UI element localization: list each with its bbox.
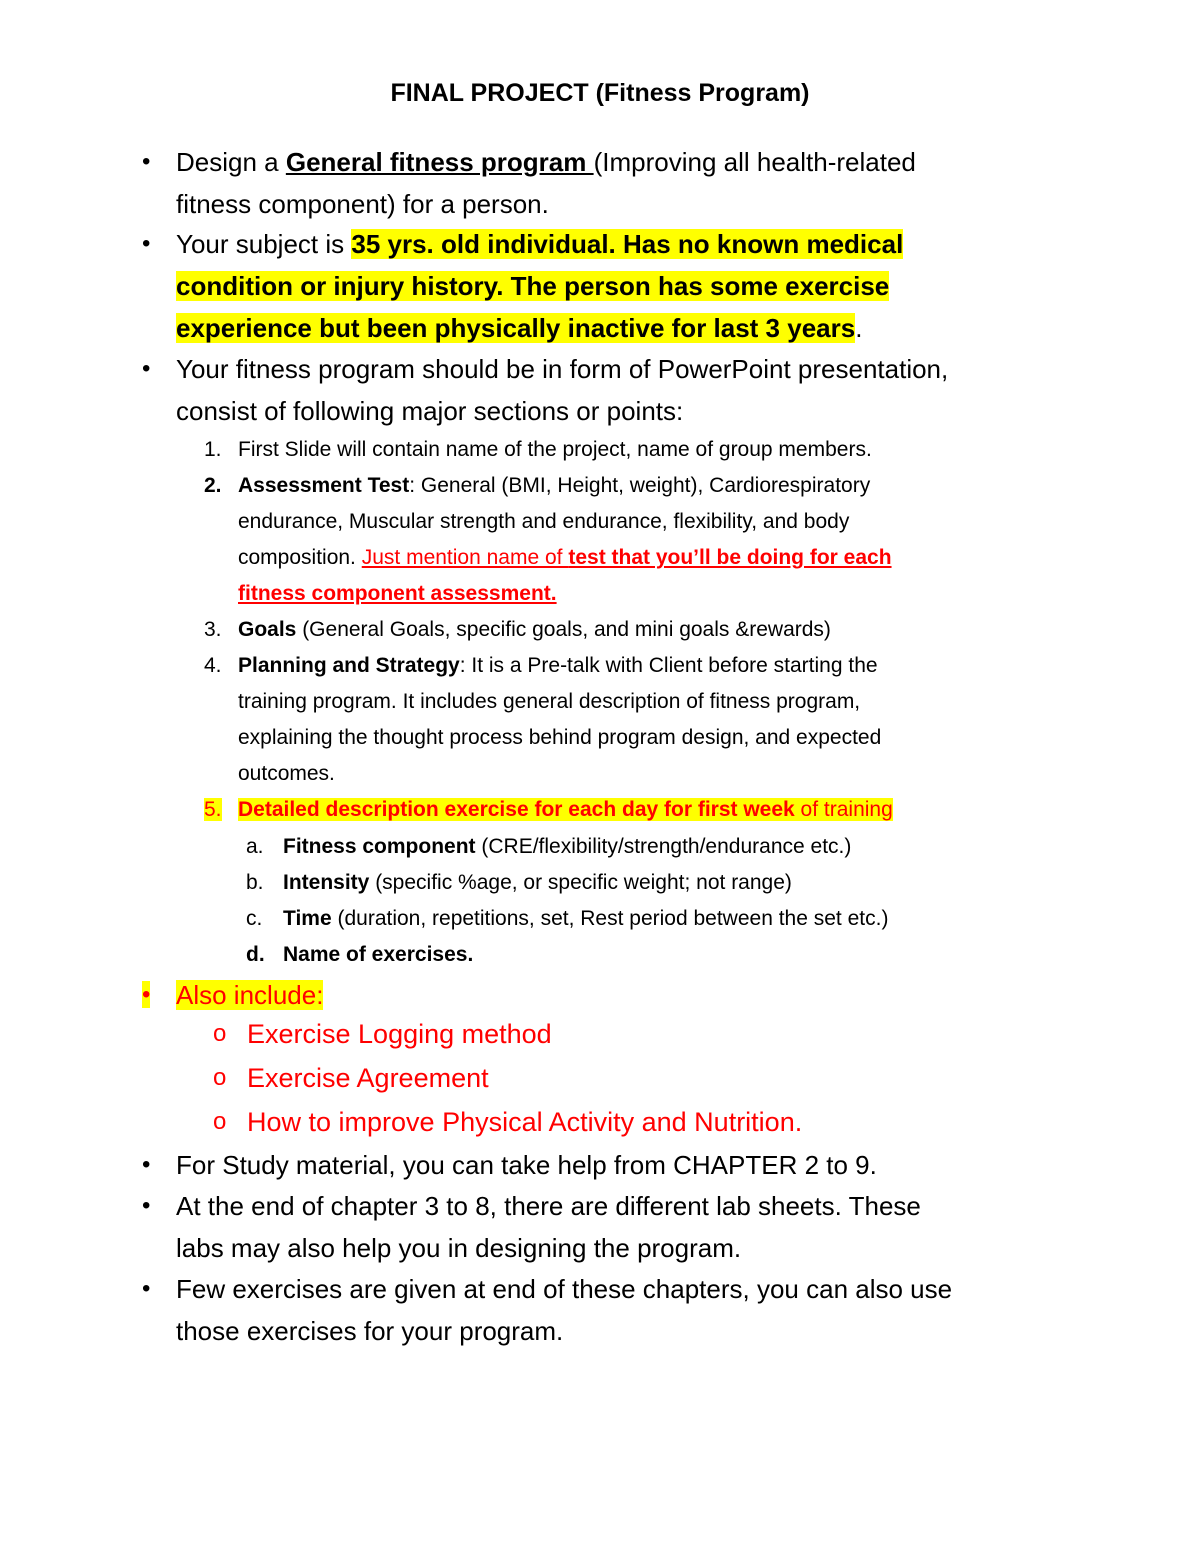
highlighted-text: condition or injury history. The person has some exercise xyxy=(176,271,890,301)
section-heading: Assessment Test xyxy=(238,474,410,497)
bullet-icon: • xyxy=(142,1192,151,1219)
bullet-icon: • xyxy=(142,1151,151,1178)
bullet-text-line: labs may also help you in designing the program. xyxy=(176,1233,742,1263)
bullet-text-line: consist of following major sections or points: xyxy=(176,396,684,426)
bullet-text-line: those exercises for your program. xyxy=(176,1316,564,1346)
red-instruction-bold: fitness component assessment. xyxy=(238,582,557,605)
section-heading: Goals xyxy=(238,618,297,641)
section-text-line: outcomes. xyxy=(238,762,335,785)
section-text: (General Goals, specific goals, and mini goals &rewards) xyxy=(296,618,831,641)
section-text: : It is a Pre-talk with Client before starting the xyxy=(459,654,878,677)
section-number: 4. xyxy=(204,654,222,677)
subsection-letter: a. xyxy=(246,835,264,858)
bullet-icon: • xyxy=(142,230,151,257)
also-include-heading xyxy=(176,974,1056,1016)
section-assessment-test xyxy=(238,468,1058,504)
bullet-item-exercises: Few exercises are given at end of these chapters, you can also use xyxy=(176,1274,953,1304)
sub-bullet-icon: o xyxy=(213,1108,227,1135)
bullet-text-line: fitness component) for a person. xyxy=(176,189,549,219)
also-include-item: How to improve Physical Activity and Nutrition. xyxy=(247,1107,803,1137)
bullet-icon: • xyxy=(142,355,151,382)
section-text-line: endurance, Muscular strength and endurance, flexibility, and body xyxy=(238,510,850,533)
subsection-letter: c. xyxy=(246,907,263,930)
subsection-fitness-component xyxy=(283,829,1083,865)
section-text-line: training program. It includes general description of fitness program, xyxy=(238,690,861,713)
highlighted-text: of training xyxy=(794,798,893,821)
section-detailed-description xyxy=(238,792,1058,828)
section-number: 3. xyxy=(204,618,222,641)
subsection-text: (CRE/flexibility/strength/endurance etc.) xyxy=(475,835,852,858)
subsection-heading: Fitness component xyxy=(283,835,476,858)
bullet-text-line xyxy=(176,265,1056,307)
subsection-intensity xyxy=(283,865,1083,901)
subsection-text: (specific %age, or specific weight; not range) xyxy=(369,871,792,894)
highlighted-text: Detailed description exercise for each day for first week xyxy=(238,798,795,821)
subsection-letter: b. xyxy=(246,871,264,894)
bullet-item-powerpoint: Your fitness program should be in form of PowerPoint presentation, xyxy=(176,354,949,384)
section-text: composition. xyxy=(238,546,362,569)
bullet-text: Your subject is xyxy=(176,229,352,259)
section-text-line xyxy=(238,540,1058,576)
sub-bullet-icon: o xyxy=(213,1020,227,1047)
bullet-icon: • xyxy=(142,1275,151,1302)
section-text: : General (BMI, Height, weight), Cardiorespiratory xyxy=(409,474,871,497)
red-instruction: Just mention name of xyxy=(361,546,569,569)
subsection-heading: Time xyxy=(283,907,332,930)
bullet-text: . xyxy=(855,313,863,343)
red-instruction-bold: test that you’ll be doing for each xyxy=(568,546,892,569)
bullet-text: Design a xyxy=(176,147,286,177)
section-goals xyxy=(238,612,1058,648)
bullet-text: (Improving all health-related xyxy=(593,147,916,177)
highlighted-bullet: • xyxy=(142,981,151,1008)
also-include-item: Exercise Logging method xyxy=(247,1019,552,1049)
subsection-letter: d. xyxy=(246,943,265,966)
section-number: 1. xyxy=(204,438,222,461)
bullet-emphasis: General fitness program xyxy=(285,147,594,177)
sub-bullet-icon: o xyxy=(213,1064,227,1091)
subsection-heading: Intensity xyxy=(283,871,370,894)
bullet-item-design xyxy=(176,141,1056,183)
section-planning-strategy xyxy=(238,648,1058,684)
highlighted-text: experience but been physically inactive for last 3 years xyxy=(176,313,856,343)
bullet-item-lab-sheets: At the end of chapter 3 to 8, there are different lab sheets. These xyxy=(176,1191,921,1221)
subsection-heading: Name of exercises. xyxy=(283,943,474,966)
section-heading: Planning and Strategy xyxy=(238,654,460,677)
subsection-text: (duration, repetitions, set, Rest period between the set etc.) xyxy=(331,907,889,930)
bullet-text-line xyxy=(176,307,1056,349)
subsection-name-of-exercises xyxy=(283,937,1083,973)
section-first-slide: First Slide will contain name of the project, name of group members. xyxy=(238,438,872,461)
highlighted-text: 35 yrs. old individual. Has no known medical xyxy=(351,229,904,259)
highlighted-number: 5. xyxy=(204,798,222,821)
section-number xyxy=(204,792,234,828)
bullet-icon xyxy=(142,980,150,1010)
highlighted-text: Also include: xyxy=(176,980,324,1010)
subsection-time xyxy=(283,901,1083,937)
bullet-icon: • xyxy=(142,148,151,175)
document-title: FINAL PROJECT (Fitness Program) xyxy=(390,79,810,107)
bullet-item-subject xyxy=(176,223,1056,265)
section-text-line xyxy=(238,576,1058,612)
section-text-line: explaining the thought process behind program design, and expected xyxy=(238,726,882,749)
also-include-item: Exercise Agreement xyxy=(247,1063,489,1093)
bullet-item-study-material: For Study material, you can take help from CHAPTER 2 to 9. xyxy=(176,1150,877,1180)
section-number: 2. xyxy=(204,474,222,497)
